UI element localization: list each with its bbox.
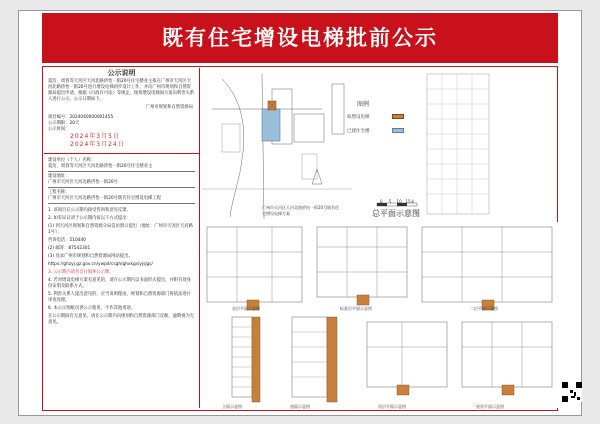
step-item: 咨询电话：510440 xyxy=(48,238,86,243)
project-number-row: 项目编号：2024040000001455 xyxy=(48,115,114,120)
page-title: 既有住宅增设电梯批前公示 xyxy=(162,26,438,50)
date-start: 2024年3月5日 xyxy=(70,133,120,140)
step-item: 6. 本公示图纸仅供公示使用，不作其他用途。 xyxy=(48,306,136,311)
legend-swatch-elevator xyxy=(392,114,404,119)
date-end: 2024年3月24日 xyxy=(70,141,125,148)
site-plan-drawing xyxy=(202,69,492,219)
legend-label-existing: 已建住宅楼 xyxy=(347,129,370,134)
legend-title: 图例 xyxy=(357,101,370,108)
caption-roof: 屋顶平面示意图 xyxy=(476,404,504,409)
site-caption: 广州市天河区天河北路侨怡一街20号既有住宅增设电梯方案 xyxy=(262,205,340,216)
applicant-value: 夏浩、周春等天河区天河北路侨怡一街20号住宅楼业主 xyxy=(48,164,195,172)
red-note: 3. 公示期内请勿自行毁坏公示牌。 xyxy=(48,270,114,275)
qr-code[interactable] xyxy=(562,382,582,402)
legend-label-elevator: 拟增设电梯 xyxy=(347,115,370,120)
title-banner xyxy=(42,13,558,63)
scale-bar-labels: 0 5 10 15米 xyxy=(380,199,415,204)
issuing-org: 广州市规划和自然资源局 xyxy=(145,105,193,110)
date-row: 公示时间： xyxy=(48,127,70,132)
step-item: 5. 利害关系人提出意见的，应当说明理由，规划和自然资源部门将依法进行审查处理。 xyxy=(48,292,191,303)
location-value: 广州市天河区天河北路侨怡一街20号 xyxy=(48,180,195,188)
legend-swatch-existing xyxy=(392,128,404,133)
caption-section: 剖面示意图 xyxy=(290,404,310,409)
step-item: (2) 邮寄：87542301 xyxy=(48,246,91,251)
caption-second-floor: 二层平面示意图 xyxy=(470,306,498,311)
notice-intro: 夏浩、周春等天河区天河北路侨怡一街20号住宅楼业主拟在广州市天河区天河北路侨怡一街20号进行增设电梯初步设计工作，并向广州市规划和自然资源局提出申请。根据《行政许可法》等规定，现将增设电梯间方案向利害关系人进行公示。公示日期如下。 xyxy=(48,79,195,102)
caption-standard-floor: 标准层平面示意图 xyxy=(340,306,372,311)
caption-first-floor: 首层平面示意图 xyxy=(232,306,260,311)
caption-elevation: 立面示意图 xyxy=(222,404,242,409)
site-plan-title: 总平面示意图 xyxy=(372,209,420,218)
step-item: 1. 该项目在公示期内接受咨询和意见反馈。 xyxy=(48,208,131,213)
step-item: 4. 若对增设电梯方案有意见的，请在公示期内以书面形式提出，并附有效身份证明及联系方式。 xyxy=(48,278,191,289)
notice-panel xyxy=(44,68,200,408)
notice-steps xyxy=(44,208,199,326)
step-item: (1) 到天河区规划和自然资源分局信访窗口提出（地址：广州市天河区天府路1号）； xyxy=(48,224,193,235)
footer-note: 在公示期间有无意见，请在公示期内向规划和自然资源部门反映，逾期视为无意见。 xyxy=(48,314,195,325)
caption-top-floor: 顶层平面示意图 xyxy=(378,404,406,409)
applicant-block: 建设单位（个人）名称： 夏浩、周春等天河区天河北路侨怡一街20号住宅楼业主 建设地址： 广州市天河区天河北路侨怡一街20号 工程名称： 广州市天河区天河北路侨怡一街20号既有住宅增设电梯工程 xyxy=(44,158,199,204)
project-value: 广州市天河区天河北路侨怡一街20号既有住宅增设电梯工程 xyxy=(48,196,195,204)
step-item: 2. 如有异议请于公示期内按以下方式提出： xyxy=(48,216,131,221)
step-url[interactable]: https://ghzyj.gz.gov.cn/ywpd/csgh/ghxkgs/yjsjgs/ xyxy=(48,262,153,267)
floor-plans-drawing xyxy=(202,222,558,408)
step-item: (3) 登录广州市规划和自然资源局网站提出。 xyxy=(48,254,133,259)
notice-heading: 公示说明 xyxy=(107,69,136,77)
period-row: 公示期限：20天 xyxy=(48,121,80,126)
